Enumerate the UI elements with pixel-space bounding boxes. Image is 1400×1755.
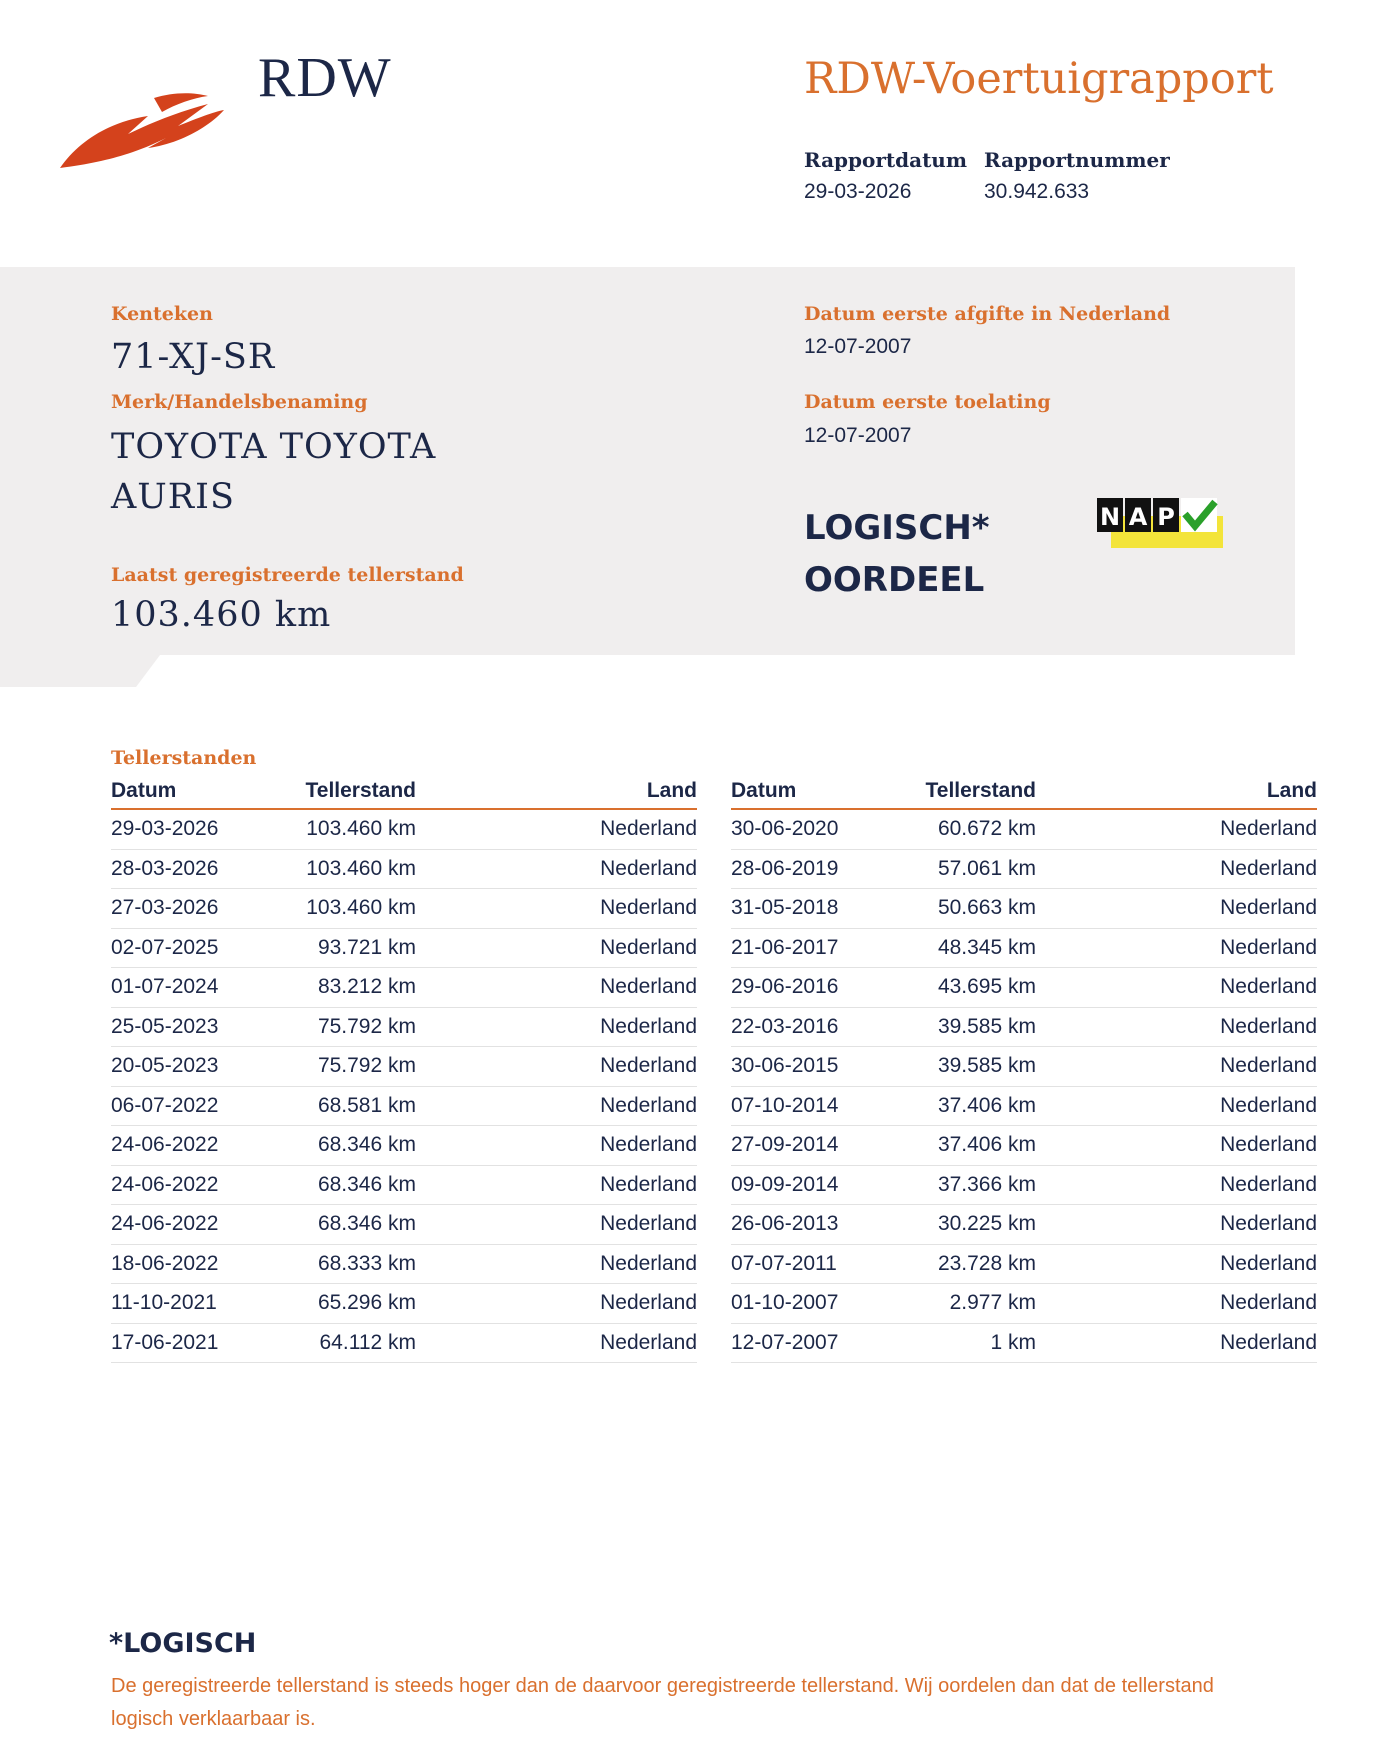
tellerstand-cell: 103.460 km	[266, 809, 416, 849]
datum-cell: 18-06-2022	[111, 1244, 266, 1284]
merk-line2: AURIS	[111, 477, 235, 517]
land-cell: Nederland	[1036, 928, 1317, 968]
rapportdatum-value: 29-03-2026	[804, 180, 912, 203]
verdict-line2: OORDEEL	[804, 560, 985, 600]
rapportnummer-label: Rapportnummer	[984, 148, 1170, 172]
table-row	[111, 809, 697, 849]
land-cell: Nederland	[1036, 1047, 1317, 1087]
tellerstand-cell: 39.585 km	[886, 1007, 1036, 1047]
datum-cell: 01-07-2024	[111, 968, 266, 1008]
table-row	[111, 1126, 697, 1166]
table-row	[111, 1323, 697, 1363]
tellerstand-cell: 57.061 km	[886, 849, 1036, 889]
table-row	[111, 1244, 697, 1284]
tellerstanden-table-left	[111, 778, 697, 1363]
tellerstand-cell: 65.296 km	[266, 1284, 416, 1324]
panel-notch	[0, 655, 160, 687]
rdw-logo	[58, 46, 398, 176]
tellerstand-cell: 50.663 km	[886, 889, 1036, 929]
tellerstand-label: Laatst geregistreerde tellerstand	[111, 564, 464, 586]
datum-cell: 28-03-2026	[111, 849, 266, 889]
nap-letter-n: N	[1099, 503, 1121, 531]
verdict	[804, 502, 990, 606]
datum-cell: 12-07-2007	[731, 1323, 886, 1363]
table-row	[731, 1323, 1317, 1363]
tellerstand-cell: 30.225 km	[886, 1205, 1036, 1245]
land-cell: Nederland	[416, 889, 697, 929]
table-row	[731, 849, 1317, 889]
datum-cell: 20-05-2023	[111, 1047, 266, 1087]
vehicle-summary-panel	[0, 267, 1295, 655]
nap-letter-p: P	[1157, 503, 1175, 531]
table-row	[111, 928, 697, 968]
datum-cell: 02-07-2025	[111, 928, 266, 968]
rapportnummer-block	[984, 148, 1170, 204]
afgifte-label: Datum eerste afgifte in Nederland	[804, 303, 1171, 325]
toelating-label: Datum eerste toelating	[804, 391, 1051, 413]
nap-logo	[1097, 498, 1225, 550]
land-cell: Nederland	[416, 1007, 697, 1047]
land-cell: Nederland	[1036, 1086, 1317, 1126]
land-cell: Nederland	[1036, 1244, 1317, 1284]
tellerstand-cell: 68.346 km	[266, 1165, 416, 1205]
datum-cell: 21-06-2017	[731, 928, 886, 968]
land-cell: Nederland	[1036, 849, 1317, 889]
table-header-row	[111, 778, 697, 809]
datum-cell: 17-06-2021	[111, 1323, 266, 1363]
land-cell: Nederland	[416, 1165, 697, 1205]
datum-cell: 29-03-2026	[111, 809, 266, 849]
land-cell: Nederland	[1036, 968, 1317, 1008]
table-row	[731, 928, 1317, 968]
land-cell: Nederland	[1036, 1126, 1317, 1166]
tellerstand-cell: 37.406 km	[886, 1126, 1036, 1166]
tellerstanden-table-right	[731, 778, 1317, 1363]
rapportdatum-block	[804, 148, 967, 204]
nap-letter-a: A	[1128, 503, 1148, 531]
tellerstand-cell: 83.212 km	[266, 968, 416, 1008]
land-cell: Nederland	[416, 968, 697, 1008]
tellerstanden-title: Tellerstanden	[111, 747, 257, 769]
datum-cell: 27-09-2014	[731, 1126, 886, 1166]
datum-cell: 26-06-2013	[731, 1205, 886, 1245]
table-row	[731, 1165, 1317, 1205]
datum-cell: 29-06-2016	[731, 968, 886, 1008]
tellerstand-cell: 1 km	[886, 1323, 1036, 1363]
land-cell: Nederland	[416, 849, 697, 889]
rapportdatum-label: Rapportdatum	[804, 148, 968, 172]
table-row	[111, 1205, 697, 1245]
table-row	[731, 809, 1317, 849]
land-cell: Nederland	[416, 809, 697, 849]
tellerstand-cell: 103.460 km	[266, 849, 416, 889]
datum-cell: 07-07-2011	[731, 1244, 886, 1284]
table-row	[111, 1086, 697, 1126]
tellerstand-cell: 75.792 km	[266, 1047, 416, 1087]
land-cell: Nederland	[416, 1244, 697, 1284]
land-cell: Nederland	[416, 1126, 697, 1166]
land-cell: Nederland	[1036, 1323, 1317, 1363]
tellerstand-cell: 75.792 km	[266, 1007, 416, 1047]
table-row	[731, 1126, 1317, 1166]
tellerstand-cell: 68.581 km	[266, 1086, 416, 1126]
merk-label: Merk/Handelsbenaming	[111, 391, 368, 413]
land-cell: Nederland	[1036, 1205, 1317, 1245]
datum-cell: 07-10-2014	[731, 1086, 886, 1126]
verdict-line1: LOGISCH*	[804, 508, 990, 548]
tellerstand-cell: 48.345 km	[886, 928, 1036, 968]
tellerstand-cell: 103.460 km	[266, 889, 416, 929]
land-cell: Nederland	[1036, 809, 1317, 849]
land-cell: Nederland	[1036, 889, 1317, 929]
datum-cell: 24-06-2022	[111, 1205, 266, 1245]
datum-cell: 28-06-2019	[731, 849, 886, 889]
datum-cell: 06-07-2022	[111, 1086, 266, 1126]
tellerstand-cell: 37.366 km	[886, 1165, 1036, 1205]
tellerstand-header: Tellerstand	[266, 778, 416, 809]
tellerstand-cell: 23.728 km	[886, 1244, 1036, 1284]
datum-cell: 01-10-2007	[731, 1284, 886, 1324]
logo-text: RDW	[258, 47, 392, 109]
land-cell: Nederland	[416, 1323, 697, 1363]
datum-cell: 24-06-2022	[111, 1165, 266, 1205]
datum-cell: 22-03-2016	[731, 1007, 886, 1047]
table-row	[111, 1165, 697, 1205]
tellerstand-cell: 93.721 km	[266, 928, 416, 968]
tellerstand-cell: 37.406 km	[886, 1086, 1036, 1126]
tellerstand-cell: 68.346 km	[266, 1205, 416, 1245]
tellerstand-header: Tellerstand	[886, 778, 1036, 809]
datum-header: Datum	[111, 778, 266, 809]
table-row	[731, 1047, 1317, 1087]
table-row	[111, 849, 697, 889]
table-row	[731, 889, 1317, 929]
merk-line1: TOYOTA TOYOTA	[111, 427, 437, 467]
tellerstand-cell: 64.112 km	[266, 1323, 416, 1363]
land-cell: Nederland	[416, 1047, 697, 1087]
datum-cell: 30-06-2015	[731, 1047, 886, 1087]
datum-cell: 09-09-2014	[731, 1165, 886, 1205]
tellerstand-cell: 60.672 km	[886, 809, 1036, 849]
tellerstand-cell: 39.585 km	[886, 1047, 1036, 1087]
land-cell: Nederland	[416, 1284, 697, 1324]
table-row	[111, 1047, 697, 1087]
datum-cell: 11-10-2021	[111, 1284, 266, 1324]
rdw-feather-icon	[58, 82, 228, 174]
table-row	[111, 1284, 697, 1324]
land-cell: Nederland	[1036, 1165, 1317, 1205]
land-cell: Nederland	[416, 928, 697, 968]
land-cell: Nederland	[1036, 1007, 1317, 1047]
kenteken-label: Kenteken	[111, 303, 213, 325]
afgifte-value: 12-07-2007	[804, 335, 912, 358]
toelating-value: 12-07-2007	[804, 424, 912, 447]
footnote-text: De geregistreerde tellerstand is steeds hoger dan de daarvoor geregistreerde tellerstand. Wij oordelen dan dat de tellerstand logisch verklaarbaar is.	[111, 1675, 1214, 1730]
datum-cell: 24-06-2022	[111, 1126, 266, 1166]
table-row	[111, 889, 697, 929]
datum-cell: 31-05-2018	[731, 889, 886, 929]
datum-cell: 30-06-2020	[731, 809, 886, 849]
land-cell: Nederland	[416, 1086, 697, 1126]
kenteken-value: 71-XJ-SR	[111, 337, 276, 377]
tellerstand-cell: 43.695 km	[886, 968, 1036, 1008]
tellerstand-value: 103.460 km	[111, 595, 332, 635]
tellerstand-cell: 2.977 km	[886, 1284, 1036, 1324]
table-row	[731, 1205, 1317, 1245]
footnote-title: *LOGISCH	[109, 1628, 257, 1659]
datum-cell: 25-05-2023	[111, 1007, 266, 1047]
table-header-row	[731, 778, 1317, 809]
table-row	[111, 968, 697, 1008]
table-row	[731, 1284, 1317, 1324]
tellerstand-cell: 68.346 km	[266, 1126, 416, 1166]
tellerstand-cell: 68.333 km	[266, 1244, 416, 1284]
land-header: Land	[416, 778, 697, 809]
table-row	[111, 1007, 697, 1047]
land-header: Land	[1036, 778, 1317, 809]
datum-header: Datum	[731, 778, 886, 809]
report-title: RDW-Voertuigrapport	[804, 54, 1274, 104]
table-row	[731, 1007, 1317, 1047]
table-row	[731, 1086, 1317, 1126]
land-cell: Nederland	[1036, 1284, 1317, 1324]
table-row	[731, 1244, 1317, 1284]
land-cell: Nederland	[416, 1205, 697, 1245]
datum-cell: 27-03-2026	[111, 889, 266, 929]
table-row	[731, 968, 1317, 1008]
rapportnummer-value: 30.942.633	[984, 180, 1090, 203]
